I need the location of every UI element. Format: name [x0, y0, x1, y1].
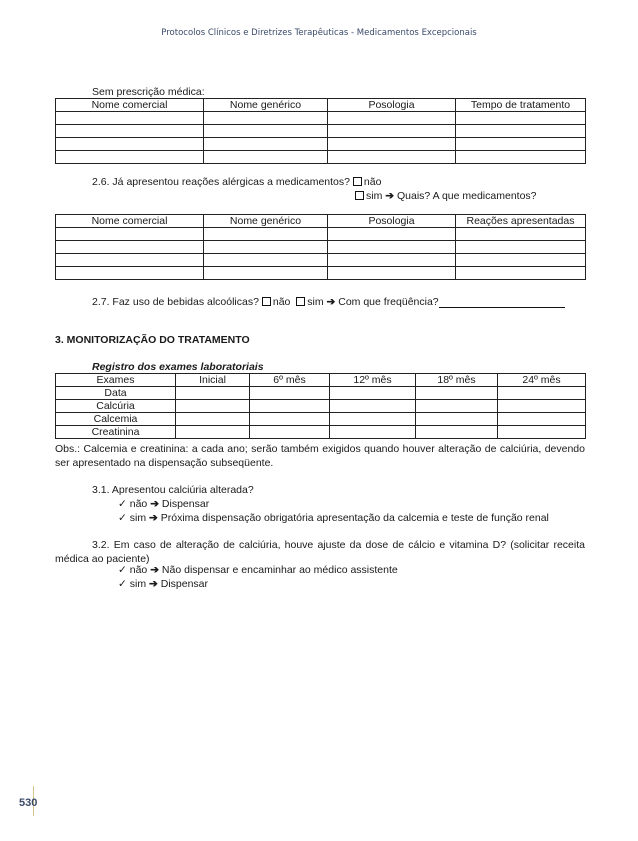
column-header: Posologia — [328, 99, 456, 112]
table-cell[interactable] — [204, 254, 328, 267]
question-3-2-option-sim — [118, 578, 208, 590]
table-cell[interactable] — [204, 267, 328, 280]
table-cell[interactable] — [56, 228, 204, 241]
question-2-7-text: 2.7. Faz uso de bebidas alcoólicas? — [92, 296, 259, 308]
running-header: Protocolos Clínicos e Diretrizes Terapêuticas - Medicamentos Excepcionais — [161, 28, 477, 38]
checkmark-icon: ✓ — [118, 512, 127, 524]
question-3-1-option-sim — [118, 512, 549, 524]
table-cell[interactable] — [456, 241, 586, 254]
arrow-right-icon: ➔ — [385, 190, 395, 202]
option-sim-label: sim — [366, 190, 383, 202]
table-cell[interactable] — [176, 387, 250, 400]
table-cell[interactable] — [330, 387, 416, 400]
question-3-2-option-nao — [118, 564, 398, 576]
column-header: Nome genérico — [204, 99, 328, 112]
table-cell[interactable] — [204, 138, 328, 151]
question-3-1-text: 3.1. Apresentou calciúria alterada? — [92, 484, 254, 496]
table-cell[interactable] — [250, 413, 330, 426]
checkmark-icon: ✓ — [118, 498, 127, 510]
arrow-right-icon: ➔ — [326, 296, 336, 308]
table-cell[interactable] — [328, 267, 456, 280]
table-row — [56, 387, 586, 400]
table-cell[interactable] — [456, 267, 586, 280]
option-action: Dispensar — [160, 578, 209, 590]
option-sim-label: sim — [307, 296, 324, 308]
table-cell[interactable] — [204, 151, 328, 164]
column-header: 12º mês — [330, 374, 416, 387]
arrow-right-icon: ➔ — [150, 564, 159, 576]
table-cell[interactable] — [498, 400, 586, 413]
table-cell[interactable] — [328, 125, 456, 138]
table-cell[interactable] — [456, 138, 586, 151]
question-2-6-follow: Quais? A que medicamentos? — [397, 190, 537, 202]
column-header: Tempo de tratamento — [456, 99, 586, 112]
table-cell[interactable] — [456, 112, 586, 125]
table-cell[interactable] — [204, 125, 328, 138]
table-row — [56, 400, 586, 413]
table-row — [56, 228, 586, 241]
table-cell[interactable] — [250, 426, 330, 439]
column-header: Exames — [56, 374, 176, 387]
table-cell[interactable] — [204, 228, 328, 241]
column-header: 6º mês — [250, 374, 330, 387]
table-cell[interactable] — [456, 254, 586, 267]
table-cell[interactable] — [456, 228, 586, 241]
arrow-right-icon: ➔ — [149, 578, 158, 590]
question-2-6-sim — [355, 190, 537, 202]
sem-prescricao-label: Sem prescrição médica: — [92, 86, 205, 98]
option-sim-label: sim — [129, 578, 147, 590]
table-header-row — [56, 99, 586, 112]
checkbox-sim-icon[interactable] — [296, 297, 305, 306]
question-2-6-text: 2.6. Já apresentou reações alérgicas a medicamentos? — [92, 176, 350, 188]
table-cell[interactable] — [56, 138, 204, 151]
table-row — [56, 125, 586, 138]
column-header: Nome comercial — [56, 215, 204, 228]
column-header: Reações apresentadas — [456, 215, 586, 228]
column-header: Inicial — [176, 374, 250, 387]
table-cell[interactable] — [56, 112, 204, 125]
table-cell[interactable] — [328, 151, 456, 164]
option-nao-label: não — [129, 564, 148, 576]
row-label: Calcemia — [56, 413, 176, 426]
table-cell[interactable] — [416, 413, 498, 426]
table-cell[interactable] — [56, 151, 204, 164]
question-2-7-follow: Com que freqüência? — [338, 296, 439, 308]
option-action: Não dispensar e encaminhar ao médico assistente — [161, 564, 398, 576]
table-cell[interactable] — [498, 426, 586, 439]
page-number: 530 — [19, 797, 38, 809]
obs-note: Obs.: Calcemia e creatinina: a cada ano; serão também exigidos quando houver alteração de calciúria, devendo ser apresentado na dispensação subseqüente. — [55, 443, 585, 469]
table-cell[interactable] — [204, 241, 328, 254]
table-header-row — [56, 374, 586, 387]
table-cell[interactable] — [498, 387, 586, 400]
column-header: 24º mês — [498, 374, 586, 387]
table-row — [56, 241, 586, 254]
table-cell[interactable] — [176, 400, 250, 413]
table-cell[interactable] — [330, 426, 416, 439]
table-row — [56, 426, 586, 439]
option-nao-label: não — [272, 296, 291, 308]
table-cell[interactable] — [328, 112, 456, 125]
option-action: Dispensar — [161, 498, 210, 510]
checkmark-icon: ✓ — [118, 578, 127, 590]
table-cell[interactable] — [250, 387, 330, 400]
section-3-title: 3. MONITORIZAÇÃO DO TRATAMENTO — [55, 334, 250, 346]
table-cell[interactable] — [328, 138, 456, 151]
table-cell[interactable] — [56, 125, 204, 138]
option-sim-label: sim — [129, 512, 147, 524]
arrow-right-icon: ➔ — [149, 512, 158, 524]
table-cell[interactable] — [416, 400, 498, 413]
table-row — [56, 112, 586, 125]
option-nao-label: não — [363, 176, 382, 188]
checkmark-icon: ✓ — [118, 564, 127, 576]
table-cell[interactable] — [56, 241, 204, 254]
question-2-7 — [92, 296, 565, 308]
column-header: Nome genérico — [204, 215, 328, 228]
column-header: 18º mês — [416, 374, 498, 387]
question-3-2-text: 3.2. Em caso de alteração de calciúria, houve ajuste da dose de cálcio e vitamina D? (solicitar receita médica ao paciente) — [55, 539, 585, 565]
arrow-right-icon: ➔ — [150, 498, 159, 510]
checkbox-nao-icon[interactable] — [262, 297, 271, 306]
table-row — [56, 138, 586, 151]
row-label: Creatinina — [56, 426, 176, 439]
row-label: Calcúria — [56, 400, 176, 413]
option-nao-label: não — [129, 498, 148, 510]
table-cell[interactable] — [456, 125, 586, 138]
table-cell[interactable] — [176, 426, 250, 439]
table-cell[interactable] — [328, 228, 456, 241]
table-cell[interactable] — [416, 387, 498, 400]
table-row — [56, 267, 586, 280]
question-2-6 — [92, 176, 381, 188]
table-cell[interactable] — [330, 413, 416, 426]
checkbox-sim-icon[interactable] — [355, 191, 364, 200]
table-cell[interactable] — [56, 254, 204, 267]
table-cell[interactable] — [176, 413, 250, 426]
table-cell[interactable] — [56, 267, 204, 280]
table-cell[interactable] — [328, 241, 456, 254]
column-header: Nome comercial — [56, 99, 204, 112]
table-row — [56, 254, 586, 267]
table-cell[interactable] — [204, 112, 328, 125]
table-cell[interactable] — [250, 400, 330, 413]
table-cell[interactable] — [416, 426, 498, 439]
table-header-row — [56, 215, 586, 228]
question-3-1-option-nao — [118, 498, 209, 510]
column-header: Posologia — [328, 215, 456, 228]
option-action: Próxima dispensação obrigatória apresentação da calcemia e teste de função renal — [160, 512, 549, 524]
exames-table — [55, 373, 586, 439]
table-cell[interactable] — [498, 413, 586, 426]
frequencia-input[interactable] — [439, 297, 565, 308]
table-row — [56, 413, 586, 426]
table-cell[interactable] — [456, 151, 586, 164]
section-3-subtitle: Registro dos exames laboratoriais — [92, 361, 264, 373]
table-row — [56, 151, 586, 164]
table-cell[interactable] — [328, 254, 456, 267]
table-cell[interactable] — [330, 400, 416, 413]
alergias-table — [55, 214, 586, 280]
row-label: Data — [56, 387, 176, 400]
sem-prescricao-table — [55, 98, 586, 164]
checkbox-nao-icon[interactable] — [353, 177, 362, 186]
